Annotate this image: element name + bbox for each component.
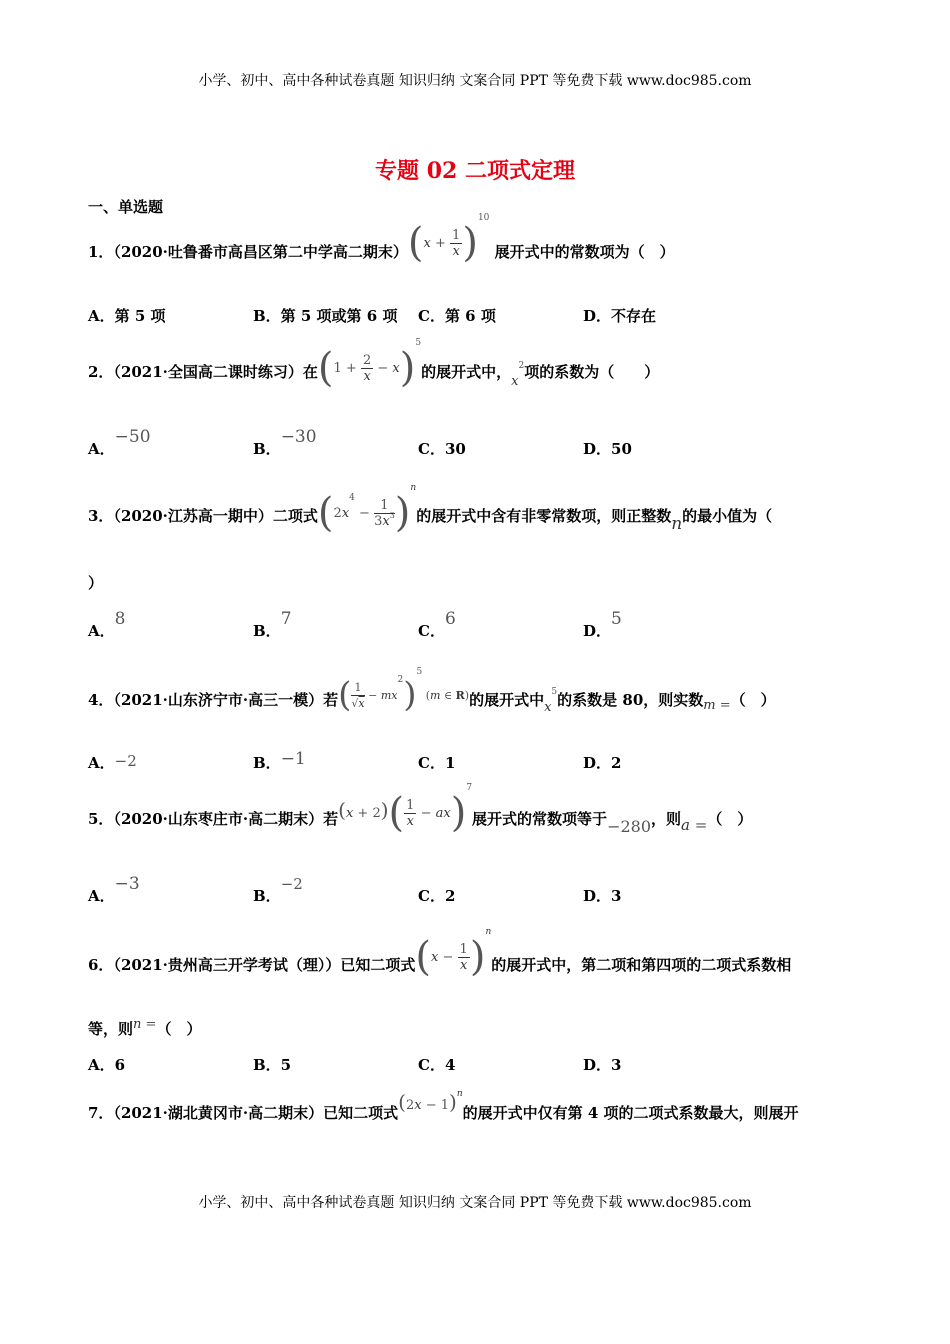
question-4-mid: 的展开式中	[469, 691, 545, 709]
question-5-const: −280	[607, 817, 652, 836]
question-4-tail: （ ）	[730, 691, 776, 709]
q6-option-a[interactable]: A．6	[88, 1056, 126, 1074]
question-7-number: 7．	[88, 1104, 114, 1122]
q4-option-b[interactable]: B．−1	[253, 749, 306, 772]
question-5-tail: （ ）	[707, 810, 753, 828]
question-1-source: （2020·吐鲁番市高昌区第二中学高二期末）	[113, 243, 408, 261]
question-7-source: （2021·湖北黄冈市·高二期末）已知二项式	[113, 1104, 399, 1122]
question-3-mid: 的展开式中含有非零常数项，则正整数	[416, 507, 672, 525]
q5-option-b-value: −2	[280, 875, 303, 893]
question-5-number: 5．	[88, 810, 114, 828]
question-4	[88, 667, 776, 721]
q3-option-c[interactable]: C．6	[418, 609, 456, 640]
question-1	[88, 213, 675, 273]
q4-option-b-value: −1	[280, 749, 306, 769]
page-title: 专题 02 二项式定理	[375, 158, 575, 184]
q4-option-d[interactable]: D．2	[583, 754, 622, 772]
question-3-var-n: n	[671, 514, 683, 534]
q3-option-b[interactable]: B．7	[253, 609, 292, 640]
question-3-formula: ($2x^4$ − $\frac{1}{3x^3}$ )$^n$	[317, 483, 417, 536]
question-5-source: （2020·山东枣庄市·高二期末）若	[113, 810, 339, 828]
question-5-var-a: a =	[681, 816, 708, 834]
question-2-tail: 项的系数为（ ）	[524, 363, 660, 381]
question-3-number: 3．	[88, 507, 114, 525]
question-6-number: 6．	[88, 956, 114, 974]
q5-option-a[interactable]: A．−3	[88, 874, 140, 905]
question-2-term-x2: $x^2$	[511, 361, 525, 389]
question-3	[88, 483, 773, 537]
question-4-formula: ( $\frac{1}{√x}$ − $mx^2)^5$ (m ∈ R)	[338, 667, 470, 715]
question-1-tail: 展开式中的常数项为（ ）	[494, 243, 675, 261]
question-5-formula: (x + 2)( $\frac{1}{x}$ − ax)$^7$	[338, 783, 473, 836]
question-4-source: （2021·山东济宁市·高三一模）若	[113, 691, 339, 709]
question-4-number: 4．	[88, 691, 114, 709]
q5-option-a-value: −3	[114, 874, 140, 894]
question-7-tail: 的展开式中仅有第 4 项的二项式系数最大，则展开	[462, 1104, 799, 1122]
question-6-var-n: n =	[133, 1017, 157, 1032]
question-6-cont-tail: （ ）	[156, 1020, 202, 1038]
question-6	[88, 927, 792, 986]
page-footer: 小学、初中、高中各种试卷真题 知识归纳 文案合同 PPT 等免费下载 www.doc985.com	[198, 1195, 752, 1211]
question-6-cont-text: 等，则	[88, 1020, 134, 1038]
question-5-mid: 展开式的常数项等于	[472, 810, 608, 828]
q3-option-a[interactable]: A．8	[88, 609, 126, 640]
page-header: 小学、初中、高中各种试卷真题 知识归纳 文案合同 PPT 等免费下载 www.doc985.com	[198, 73, 752, 89]
question-2-number: 2．	[88, 363, 114, 381]
question-1-number: 1．	[88, 243, 114, 261]
question-5-mid2: ，则	[651, 810, 682, 828]
question-2-source: （2021·全国高二课时练习）在	[113, 363, 318, 381]
question-1-formula: (x + $\frac{1}{x}$ )$^{10}$	[407, 213, 490, 266]
question-4-term-x5: $x^5$	[544, 687, 558, 715]
q5-option-b[interactable]: B．−2	[253, 875, 303, 905]
question-2-mid: 的展开式中，	[421, 363, 512, 381]
question-6-cont	[88, 1018, 201, 1042]
question-3-cont: ）	[88, 574, 104, 592]
q3-option-b-value: 7	[280, 609, 292, 629]
q4-option-a[interactable]: A．−2	[88, 752, 137, 772]
q6-option-d[interactable]: D．3	[583, 1056, 622, 1074]
q5-option-c[interactable]: C．2	[418, 887, 456, 905]
q5-option-d[interactable]: D．3	[583, 887, 622, 905]
q2-option-d[interactable]: D．50	[583, 440, 632, 458]
question-3-tail: 的最小值为（	[682, 507, 773, 525]
q2-option-a[interactable]: A．−50	[88, 427, 151, 458]
q1-option-d[interactable]: D．不存在	[583, 307, 657, 325]
question-3-source: （2020·江苏高一期中）二项式	[113, 507, 318, 525]
q3-option-d[interactable]: D．5	[583, 609, 622, 640]
q6-option-c[interactable]: C．4	[418, 1056, 456, 1074]
question-2	[88, 338, 660, 393]
q3-option-c-value: 6	[444, 609, 456, 629]
question-7-formula: $(2x - 1)^n$	[398, 1089, 463, 1114]
section-heading: 一、单选题	[88, 198, 164, 216]
q1-option-b[interactable]: B．第 5 项或第 6 项	[253, 307, 398, 325]
q4-option-c[interactable]: C．1	[418, 754, 456, 772]
question-6-tail: 的展开式中，第二项和第四项的二项式系数相	[491, 956, 792, 974]
question-2-formula: (1 + $\frac{2}{x}$ − x)$^5$	[317, 338, 422, 391]
q1-option-a[interactable]: A．第 5 项	[88, 307, 166, 325]
q2-option-b-value: −30	[280, 427, 317, 447]
question-7	[88, 1089, 799, 1127]
q1-option-c[interactable]: C．第 6 项	[418, 307, 496, 325]
q3-option-d-value: 5	[611, 609, 622, 629]
q2-option-c[interactable]: C．30	[418, 440, 466, 458]
q2-option-a-value: −50	[114, 427, 151, 447]
question-4-mid2: 的系数是 80，则实数	[557, 691, 704, 709]
question-5	[88, 783, 753, 840]
q4-option-a-value: −2	[114, 752, 137, 770]
question-6-source: （2021·贵州高三开学考试（理））已知二项式	[113, 956, 416, 974]
q3-option-a-value: 8	[114, 609, 126, 629]
q2-option-b[interactable]: B．−30	[253, 427, 317, 458]
question-4-var-m: m =	[703, 698, 731, 713]
question-6-formula: (x − $\frac{1}{x}$ )$^n$	[415, 927, 492, 980]
q6-option-b[interactable]: B．5	[253, 1056, 292, 1074]
